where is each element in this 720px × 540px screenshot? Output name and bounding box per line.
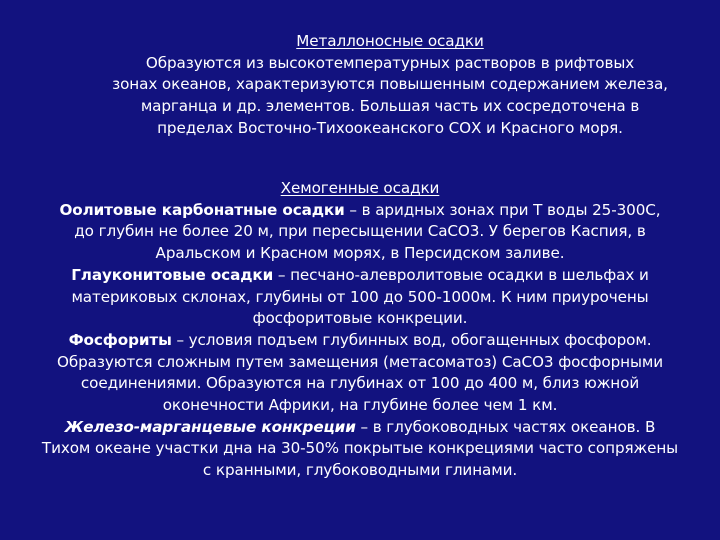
oolitic-line-2: до глубин не более 20 м, при пересыщении CaCO3. У берегов Каспия, в xyxy=(74,222,646,241)
oolitic-line-1 xyxy=(0,200,720,222)
phosphorite-line-3: соединениями. Образуются на глубинах от 100 до 400 м, близ южной xyxy=(80,374,640,393)
glauconite-line-1 xyxy=(0,265,720,287)
term-oolitic: Оолитовые карбонатные осадки xyxy=(59,200,345,219)
paragraph-line: пределах Восточно-Тихоокеанского СОХ и Красного моря. xyxy=(157,118,623,137)
section-heading-chemogenic: Хемогенные осадки xyxy=(280,179,440,197)
chemogenic-sediments-section xyxy=(0,178,720,482)
metal-bearing-sediments-section xyxy=(60,31,720,140)
ferromanganese-text: – в глубоководных частях океанов. В xyxy=(355,417,656,436)
glauconite-text: – песчано-алевролитовые осадки в шельфах и xyxy=(273,265,649,284)
section-heading-metal-bearing: Металлоносные осадки xyxy=(296,32,484,50)
term-ferromanganese: Железо-марганцевые конкреции xyxy=(64,417,356,436)
oolitic-text: – в аридных зонах при Т воды 25-300С, xyxy=(344,200,661,219)
ferromanganese-line-2: Тихом океане участки дна на 30-50% покрытые конкрециями часто сопряжены xyxy=(41,439,679,458)
oolitic-line-3: Аральском и Красном морях, в Персидском заливе. xyxy=(155,244,565,263)
paragraph-line: Образуются из высокотемпературных растворов в рифтовых xyxy=(145,53,635,72)
ferromanganese-line-1 xyxy=(0,417,720,439)
paragraph-line: марганца и др. элементов. Большая часть их сосредоточена в xyxy=(140,97,640,116)
term-phosphorite: Фосфориты xyxy=(68,330,172,349)
phosphorite-line-4: оконечности Африки, на глубине более чем 1 км. xyxy=(162,396,558,415)
ferromanganese-line-3: с кранными, глубоководными глинами. xyxy=(202,461,518,480)
phosphorite-line-1 xyxy=(0,330,720,352)
glauconite-line-3: фосфоритовые конкреции. xyxy=(252,309,468,328)
phosphorite-line-2: Образуются сложным путем замещения (метасоматоз) CaCO3 фосфорными xyxy=(56,352,663,371)
phosphorite-text: – условия подъем глубинных вод, обогащенных фосфором. xyxy=(171,330,652,349)
paragraph-line: зонах океанов, характеризуются повышенным содержанием железа, xyxy=(112,75,668,94)
glauconite-line-2: материковых склонах, глубины от 100 до 500-1000м. К ним приурочены xyxy=(71,287,649,306)
term-glauconite: Глауконитовые осадки xyxy=(71,265,274,284)
